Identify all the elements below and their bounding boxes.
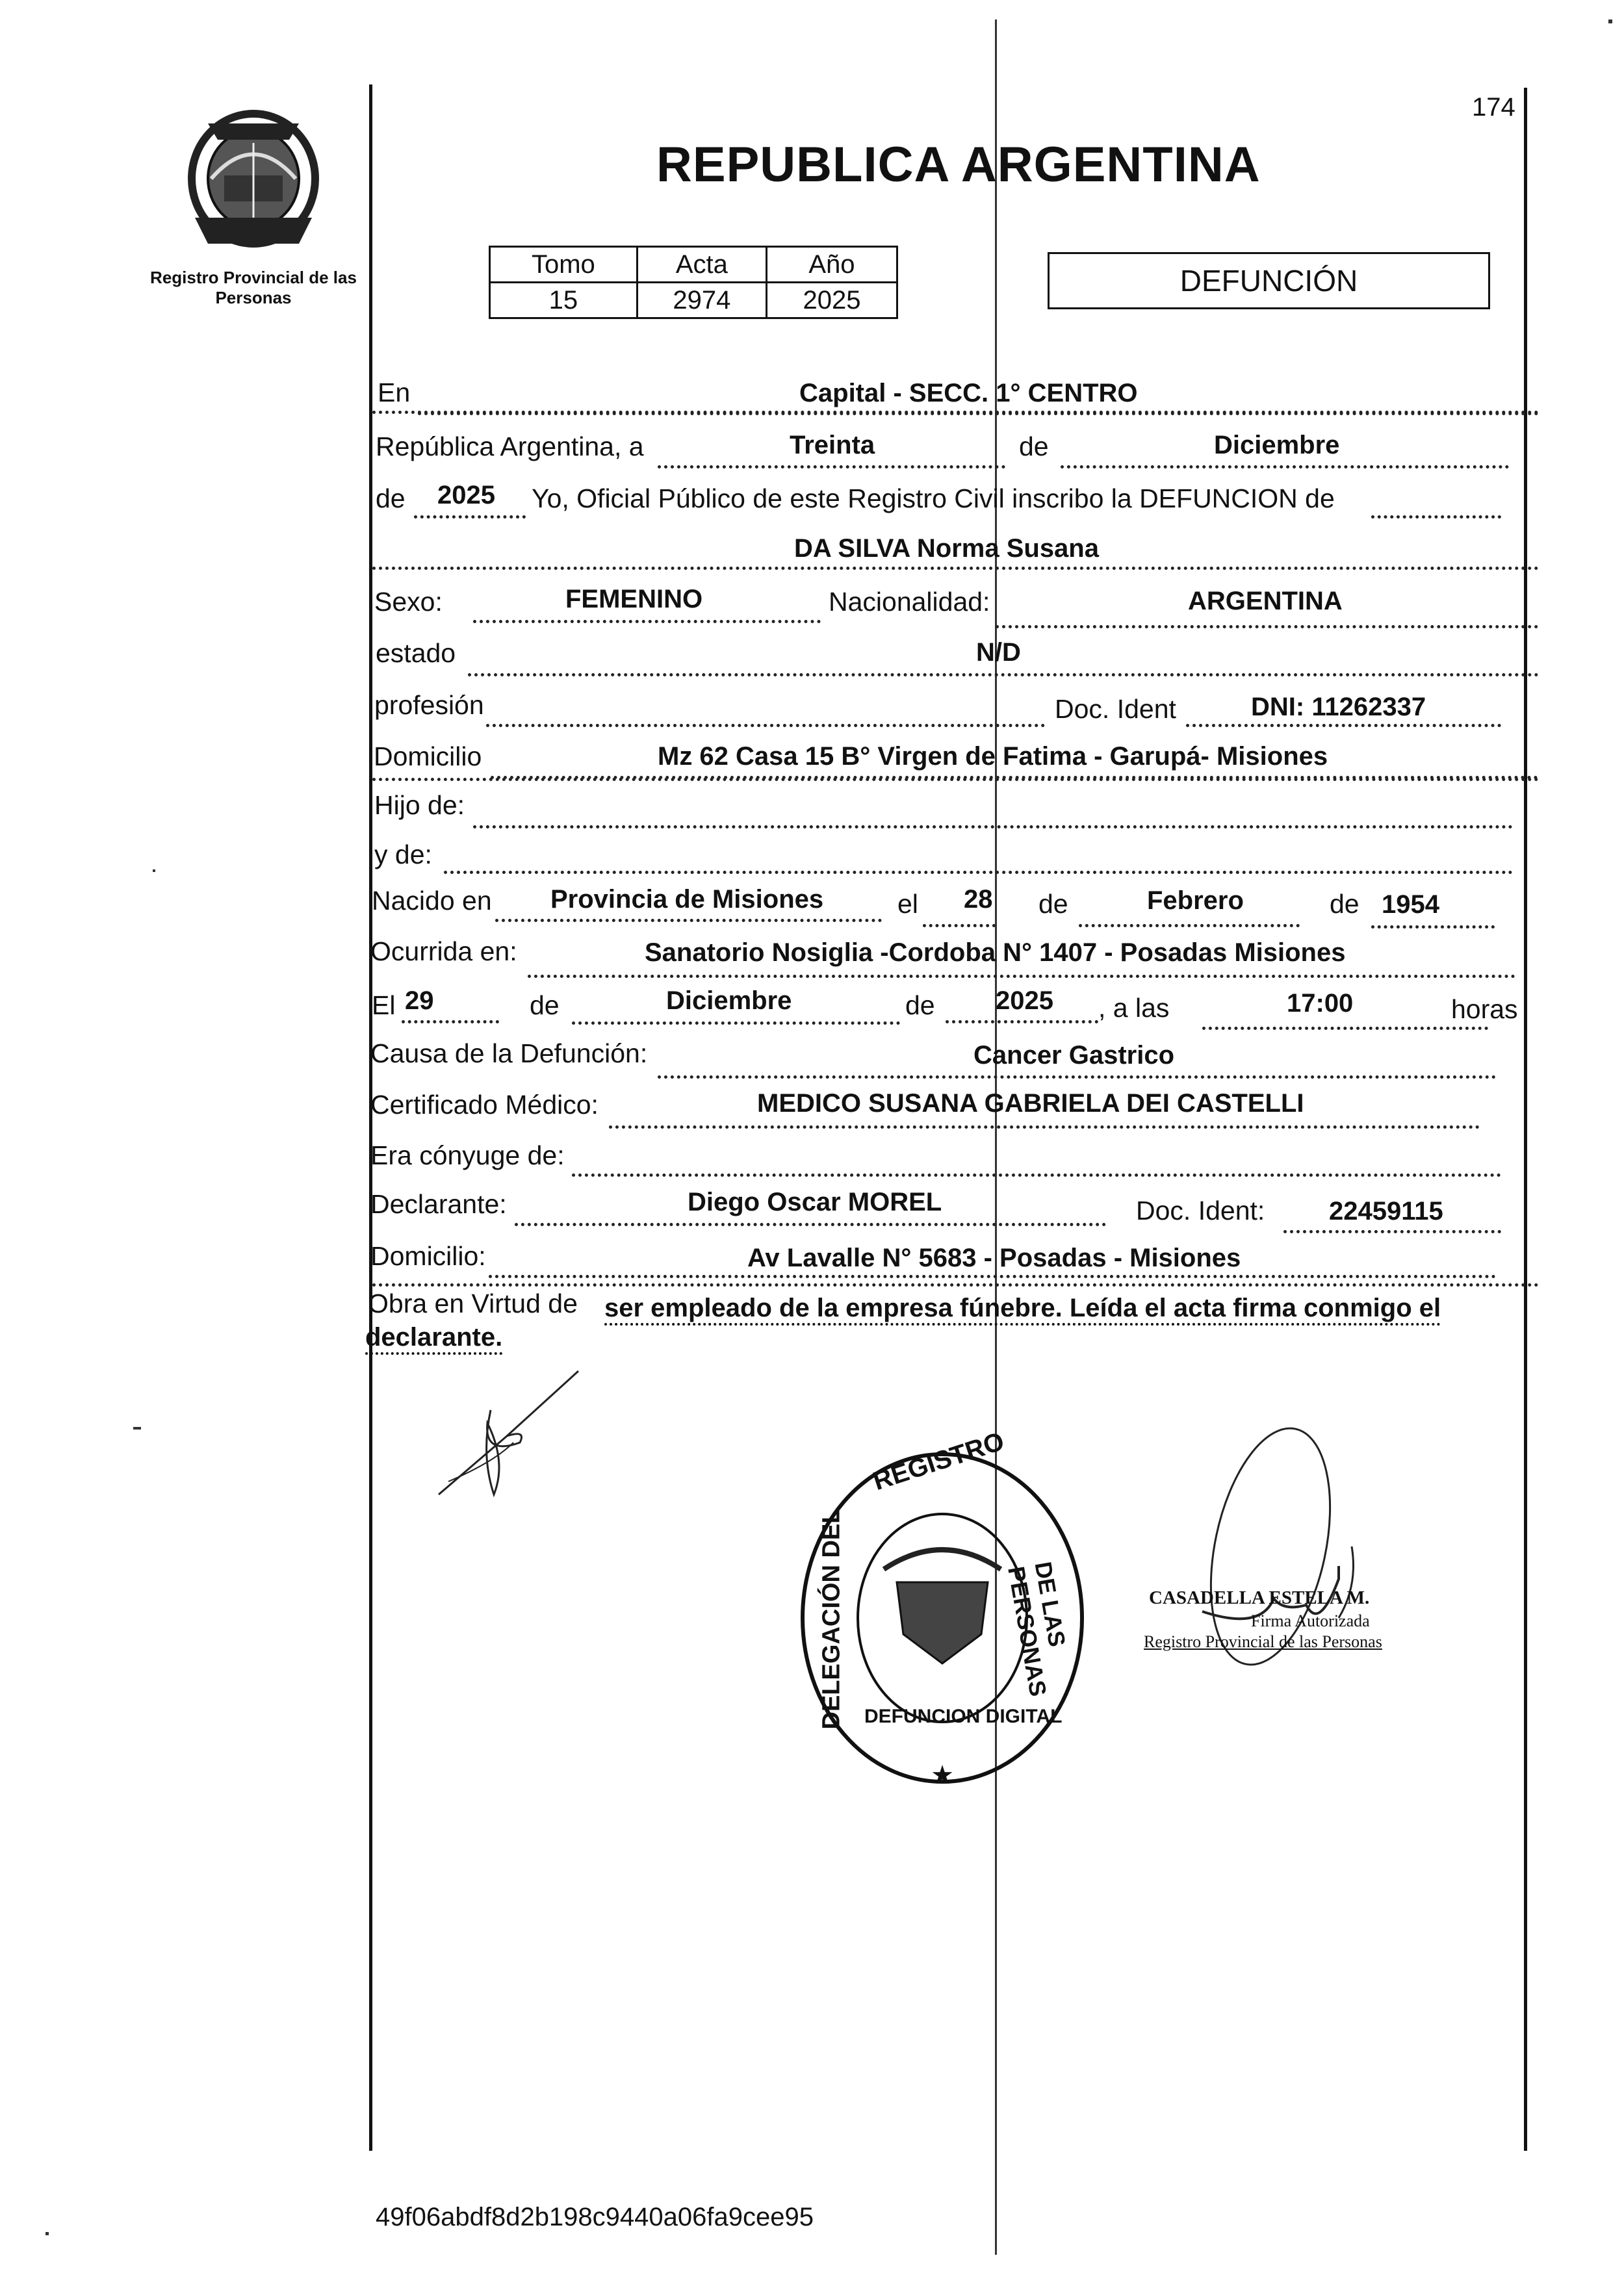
value-causa: Cancer Gastrico (973, 1041, 1175, 1070)
label-causa: Causa de la Defunción: (370, 1038, 648, 1068)
label-de6: de (905, 990, 935, 1020)
official-seal (793, 1426, 1092, 1790)
value-en: Capital - SECC. 1° CENTRO (799, 379, 1138, 407)
value-domicilio: Mz 62 Casa 15 B° Virgen de Fatima - Garupá- Misiones (658, 742, 1328, 771)
label-conyuge: Era cónyuge de: (370, 1140, 565, 1170)
stamp-registry: Registro Provincial de las Personas (1144, 1632, 1382, 1651)
signature-left (429, 1365, 598, 1508)
dots-death-year (946, 1020, 1098, 1023)
dots-en (418, 412, 1539, 415)
label-de5: de (530, 990, 560, 1020)
label-horas: horas (1451, 994, 1518, 1024)
label-el2: El (372, 990, 396, 1020)
table-header-tomo: Tomo (490, 247, 638, 283)
record-type: DEFUNCIÓN (1179, 264, 1358, 298)
dots-certificado (609, 1125, 1480, 1129)
label-de2: de (376, 483, 406, 513)
dots-declarante (515, 1223, 1106, 1226)
dots-conyuge (572, 1174, 1501, 1177)
value-obra-cont: declarante. (365, 1323, 503, 1352)
right-margin-line (1524, 88, 1527, 2151)
value-death-month: Diciembre (666, 986, 792, 1015)
value-birth-day: 28 (964, 885, 993, 914)
dots-domicilio2 (489, 1275, 1496, 1278)
record-table (489, 246, 898, 319)
signature-right (1144, 1417, 1417, 1722)
value-month-word: Diciembre (1214, 431, 1340, 459)
dots-oficial (1371, 515, 1501, 519)
label-profesion: profesión (374, 690, 484, 720)
stamp-title: Firma Autorizada (1251, 1611, 1370, 1630)
label-de: de (1019, 431, 1049, 461)
value-birth-month: Febrero (1147, 886, 1244, 915)
label-declarante: Declarante: (370, 1189, 507, 1219)
value-obra: ser empleado de la empresa fúnebre. Leída el acta firma conmigo el (604, 1294, 1441, 1322)
dots-day (658, 465, 1005, 468)
value-certificado: MEDICO SUSANA GABRIELA DEI CASTELLI (757, 1089, 1304, 1118)
value-year: 2025 (437, 481, 495, 509)
value-estado: N/D (976, 638, 1021, 667)
province-logo (182, 104, 325, 250)
scan-mark (153, 869, 155, 872)
label-doc: Doc. Ident (1055, 694, 1176, 724)
dots-birth-day (923, 924, 996, 927)
label-estado: estado (376, 638, 456, 668)
record-type-box (1048, 252, 1490, 309)
dots-profesion (486, 724, 1045, 727)
seal-left-text: DELEGACIÓN DEL (818, 1508, 845, 1730)
label-doc2: Doc. Ident: (1136, 1196, 1265, 1225)
dots-birth-year (1371, 925, 1495, 929)
value-sexo: FEMENINO (565, 585, 703, 613)
value-deceased-name: DA SILVA Norma Susana (794, 534, 1099, 563)
dots-birth-month (1079, 924, 1300, 927)
label-domicilio2: Domicilio: (370, 1241, 486, 1271)
seal-top-text: REGISTRO (870, 1426, 1008, 1496)
value-nacido: Provincia de Misiones (550, 885, 824, 914)
value-death-time: 17:00 (1287, 989, 1354, 1018)
seal-bottom-text: DEFUNCION DIGITAL (864, 1706, 1063, 1727)
label-oficial: Yo, Oficial Público de este Registro Civil inscribo la DEFUNCION de (532, 483, 1335, 513)
value-ocurrida: Sanatorio Nosiglia -Cordoba N° 1407 - Posadas Misiones (645, 938, 1346, 967)
value-death-year: 2025 (996, 986, 1053, 1015)
svg-text:★: ★ (931, 1761, 954, 1790)
table-value-acta: 2974 (637, 283, 766, 318)
dots-year (414, 515, 526, 519)
dots-doc2 (1283, 1230, 1501, 1233)
value-declarante: Diego Oscar MOREL (688, 1188, 942, 1216)
dots-domicilio (491, 776, 1538, 779)
label-el: el (897, 889, 918, 919)
table-value-ano: 2025 (766, 283, 897, 318)
value-domicilio2: Av Lavalle N° 5683 - Posadas - Misiones (747, 1244, 1241, 1272)
dots-nacido (495, 919, 882, 922)
label-alas: , a las (1098, 993, 1170, 1023)
scan-mark (133, 1427, 141, 1430)
table-value-tomo: 15 (490, 283, 638, 318)
scan-mark (45, 2232, 49, 2235)
label-domicilio: Domicilio (374, 741, 482, 771)
value-day-word: Treinta (790, 431, 875, 459)
label-nacionalidad: Nacionalidad: (829, 587, 990, 617)
fold-line (995, 19, 997, 2255)
stamp-name: CASADELLA ESTELA M. (1149, 1587, 1370, 1608)
label-sexo: Sexo: (374, 587, 443, 617)
rule (372, 1283, 1539, 1287)
dots-death-time (1202, 1027, 1488, 1030)
label-ocurrida: Ocurrida en: (370, 936, 517, 966)
label-de4: de (1330, 889, 1360, 919)
value-birth-year: 1954 (1382, 890, 1439, 919)
label-obra: Obra en Virtud de (368, 1289, 578, 1318)
label-yde: y de: (374, 840, 432, 869)
page-number: 174 (1472, 93, 1515, 122)
dots-causa (658, 1075, 1496, 1079)
value-nacionalidad: ARGENTINA (1188, 587, 1343, 615)
dots-month (1061, 465, 1509, 468)
document-title: REPUBLICA ARGENTINA (656, 137, 1261, 192)
label-en: En (378, 378, 411, 407)
table-header-acta: Acta (637, 247, 766, 283)
label-hijo: Hijo de: (374, 790, 465, 820)
dots-sexo (473, 620, 821, 623)
value-doc: DNI: 11262337 (1251, 693, 1426, 721)
document-hash: 49f06abdf8d2b198c9440a06fa9cee95 (376, 2203, 814, 2231)
seal-right-text: DE LAS PERSONAS (1003, 1559, 1071, 1699)
table-header-ano: Año (766, 247, 897, 283)
label-nacido: Nacido en (372, 886, 492, 916)
label-certificado: Certificado Médico: (370, 1090, 599, 1120)
dots-yde (444, 871, 1513, 874)
dots-hijo (473, 825, 1513, 828)
label-republica: República Argentina, a (376, 431, 644, 461)
dots-doc (1186, 724, 1501, 727)
scan-mark (1608, 19, 1612, 23)
dots-death-day (402, 1020, 499, 1023)
value-death-day: 29 (405, 986, 434, 1015)
dots-estado (468, 673, 1539, 676)
dots-death-month (572, 1021, 900, 1025)
label-de3: de (1038, 889, 1068, 919)
dots-ocurrida (528, 975, 1515, 978)
rule (372, 567, 1539, 570)
registry-name: Registro Provincial de las Personas (150, 268, 357, 307)
dots-nacionalidad (996, 625, 1538, 628)
value-doc2: 22459115 (1329, 1197, 1443, 1225)
